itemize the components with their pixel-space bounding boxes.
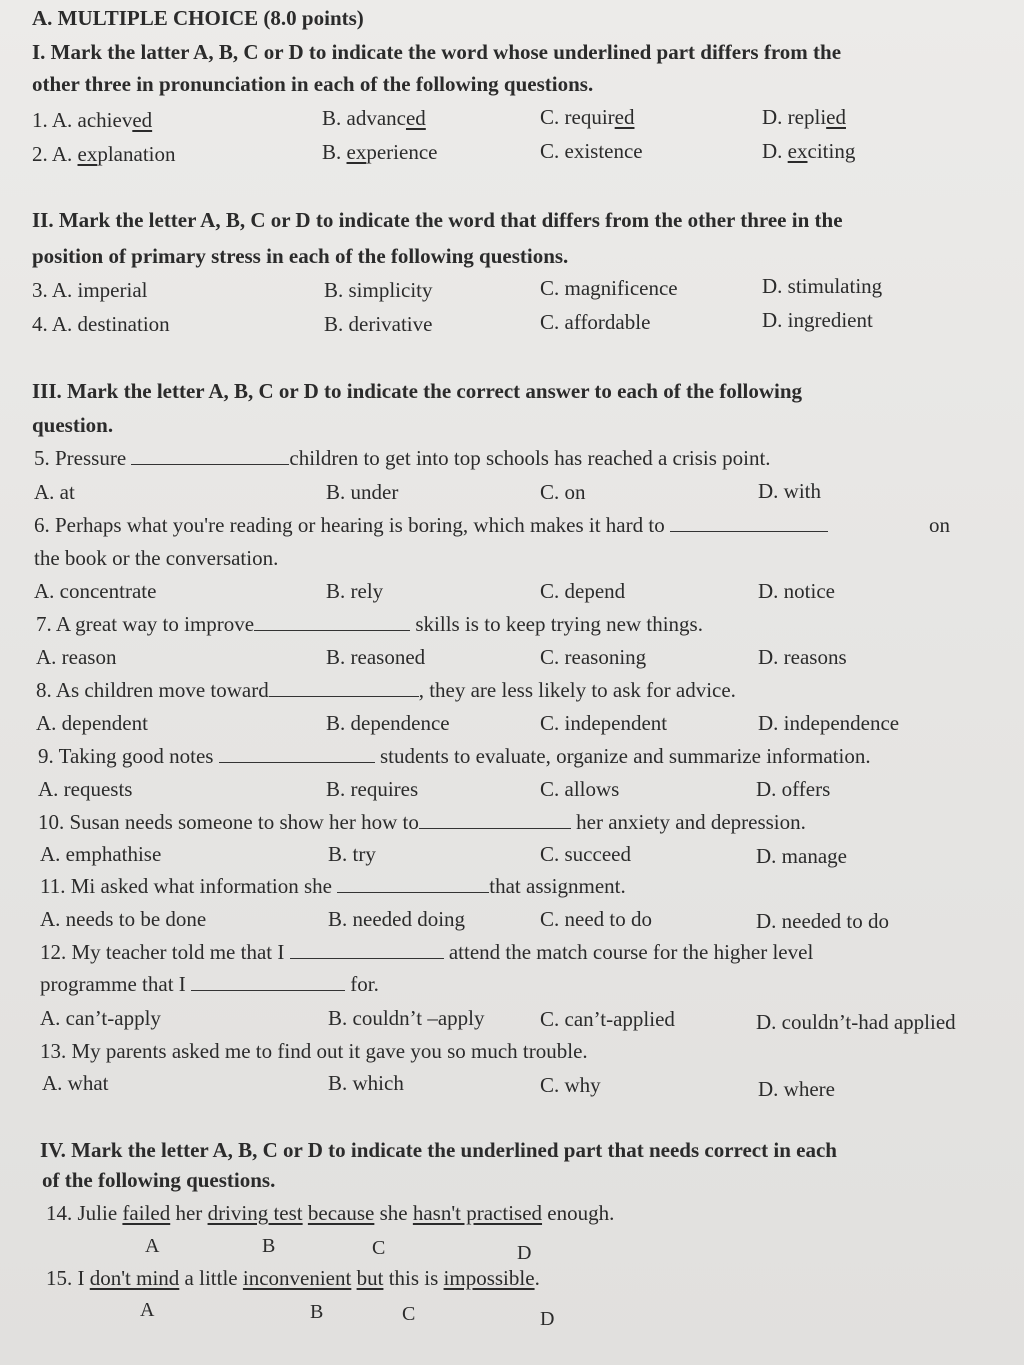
part4-instruction-line2: of the following questions.	[42, 1168, 276, 1192]
q6-option-c: C. depend	[540, 579, 626, 603]
q6-option-a: A. concentrate	[34, 579, 157, 603]
q11-option-b: B. needed doing	[328, 907, 466, 931]
q6-option-d: D. notice	[758, 579, 835, 603]
q10-option-c: C. succeed	[540, 842, 631, 866]
q12-option-d: D. couldn’t-had applied	[756, 1010, 956, 1034]
q15-label-c: C	[402, 1303, 416, 1325]
part2-instruction-line2: position of primary stress in each of the following questions.	[32, 244, 569, 268]
q15-label-b: B	[310, 1301, 324, 1323]
q3-option-c: C. magnificence	[540, 276, 678, 300]
q5-stem: 5. Pressure children to get into top schools has reached a crisis point.	[34, 446, 771, 470]
q9-option-b: B. requires	[326, 777, 419, 801]
q5-option-a: A. at	[34, 480, 75, 504]
q7-stem: 7. A great way to improve skills is to keep trying new things.	[36, 612, 703, 636]
q3-option-d: D. stimulating	[762, 274, 883, 298]
q5-option-d: D. with	[758, 479, 821, 503]
section-heading: A. MULTIPLE CHOICE (8.0 points)	[32, 6, 364, 30]
q7-option-a: A. reason	[36, 645, 117, 669]
q14-part-d: hasn't practised	[412, 1201, 543, 1225]
q15-part-d: impossible	[443, 1266, 535, 1290]
q15-part-b: inconvenient	[242, 1266, 352, 1290]
q9-option-a: A. requests	[38, 777, 133, 801]
q12-blank-2	[191, 970, 345, 991]
q5-option-c: C. on	[540, 480, 586, 504]
q11-option-c: C. need to do	[540, 907, 652, 931]
q12-stem-line2: programme that I for.	[40, 972, 379, 996]
q8-option-d: D. independence	[758, 711, 900, 735]
q7-option-d: D. reasons	[758, 645, 847, 669]
q7-option-b: B. reasoned	[326, 645, 426, 669]
q8-option-a: A. dependent	[36, 711, 148, 735]
q10-option-a: A. emphathise	[40, 842, 162, 866]
q14-label-d: D	[517, 1242, 532, 1264]
q9-option-d: D. offers	[756, 777, 831, 801]
q15-part-c: but	[356, 1266, 384, 1290]
q10-option-d: D. manage	[756, 844, 847, 868]
q14-label-c: C	[372, 1237, 386, 1259]
q14-part-b: driving test	[207, 1201, 303, 1225]
q12-option-b: B. couldn’t –apply	[328, 1006, 485, 1030]
q14-label-b: B	[262, 1235, 276, 1257]
q12-option-a: A. can’t-apply	[40, 1006, 161, 1030]
q7-option-c: C. reasoning	[540, 645, 647, 669]
q8-blank	[269, 676, 419, 697]
q2-option-b: B. experience	[322, 140, 438, 164]
q9-option-c: C. allows	[540, 777, 620, 801]
q10-option-b: B. try	[328, 842, 376, 866]
q2-option-c: C. existence	[540, 139, 643, 163]
q4-option-d: D. ingredient	[762, 308, 873, 332]
q15-label-a: A	[140, 1299, 155, 1321]
q14-label-a: A	[145, 1235, 160, 1257]
q11-stem: 11. Mi asked what information she that assignment.	[40, 874, 626, 898]
q14-sentence: 14. Julie failed her driving test because she hasn't practised enough.	[46, 1201, 615, 1225]
q2-option-d: D. exciting	[762, 139, 856, 163]
q6-stem: 6. Perhaps what you're reading or hearing is boring, which makes it hard to	[34, 511, 828, 539]
q4-option-c: C. affordable	[540, 310, 651, 334]
q15-label-d: D	[540, 1308, 555, 1330]
q1-option-c: C. required	[540, 105, 635, 129]
q9-stem: 9. Taking good notes students to evaluate, organize and summarize information.	[38, 744, 871, 768]
part3-instruction-line1: III. Mark the letter A, B, C or D to indicate the correct answer to each of the following	[32, 379, 803, 403]
q6-stem-line2: the book or the conversation.	[34, 546, 279, 570]
q3-option-b: B. simplicity	[324, 278, 433, 302]
q6-blank	[670, 511, 828, 532]
q3-option-a: 3. A. imperial	[32, 278, 148, 302]
q12-blank-1	[290, 938, 444, 959]
q1-option-a: 1. A. achieved	[32, 108, 153, 132]
part1-instruction-line1: I. Mark the latter A, B, C or D to indicate the word whose underlined part differs from the	[32, 40, 842, 64]
q13-stem: 13. My parents asked me to find out it gave you so much trouble.	[40, 1039, 588, 1063]
q11-option-d: D. needed to do	[756, 909, 889, 933]
q6-stem-end: on	[929, 513, 950, 537]
q11-option-a: A. needs to be done	[40, 907, 207, 931]
q14-part-c: because	[307, 1201, 375, 1225]
part3-instruction-line2: question.	[32, 413, 114, 437]
q9-blank	[219, 742, 375, 763]
q13-option-d: D. where	[758, 1077, 835, 1101]
q4-option-a: 4. A. destination	[32, 312, 170, 336]
q1-option-b: B. advanced	[322, 106, 426, 130]
part2-instruction-line1: II. Mark the letter A, B, C or D to indicate the word that differs from the other three in the	[32, 208, 843, 232]
q6-option-b: B. rely	[326, 579, 384, 603]
q5-option-b: B. under	[326, 480, 399, 504]
q10-blank	[419, 808, 571, 829]
q1-option-d: D. replied	[762, 105, 846, 129]
part1-instruction-line2: other three in pronunciation in each of the following questions.	[32, 72, 594, 96]
q15-part-a: don't mind	[89, 1266, 180, 1290]
q12-stem: 12. My teacher told me that I attend the match course for the higher level	[40, 940, 814, 964]
q15-sentence: 15. I don't mind a little inconvenient but this is impossible.	[46, 1266, 540, 1290]
q10-stem: 10. Susan needs someone to show her how to her anxiety and depression.	[38, 810, 806, 834]
q8-option-c: C. independent	[540, 711, 668, 735]
q8-stem: 8. As children move toward , they are less likely to ask for advice.	[36, 678, 736, 702]
q14-part-a: failed	[122, 1201, 171, 1225]
q7-blank	[254, 610, 410, 631]
q13-option-c: C. why	[540, 1073, 601, 1097]
q12-option-c: C. can’t-applied	[540, 1007, 675, 1031]
q4-option-b: B. derivative	[324, 312, 433, 336]
q13-option-a: A. what	[42, 1071, 109, 1095]
q5-blank	[131, 444, 289, 465]
part4-instruction-line1: IV. Mark the letter A, B, C or D to indicate the underlined part that needs correct in each	[40, 1138, 837, 1162]
q13-option-b: B. which	[328, 1071, 404, 1095]
q11-blank	[337, 872, 489, 893]
q8-option-b: B. dependence	[326, 711, 450, 735]
q2-option-a: 2. A. explanation	[32, 142, 176, 166]
